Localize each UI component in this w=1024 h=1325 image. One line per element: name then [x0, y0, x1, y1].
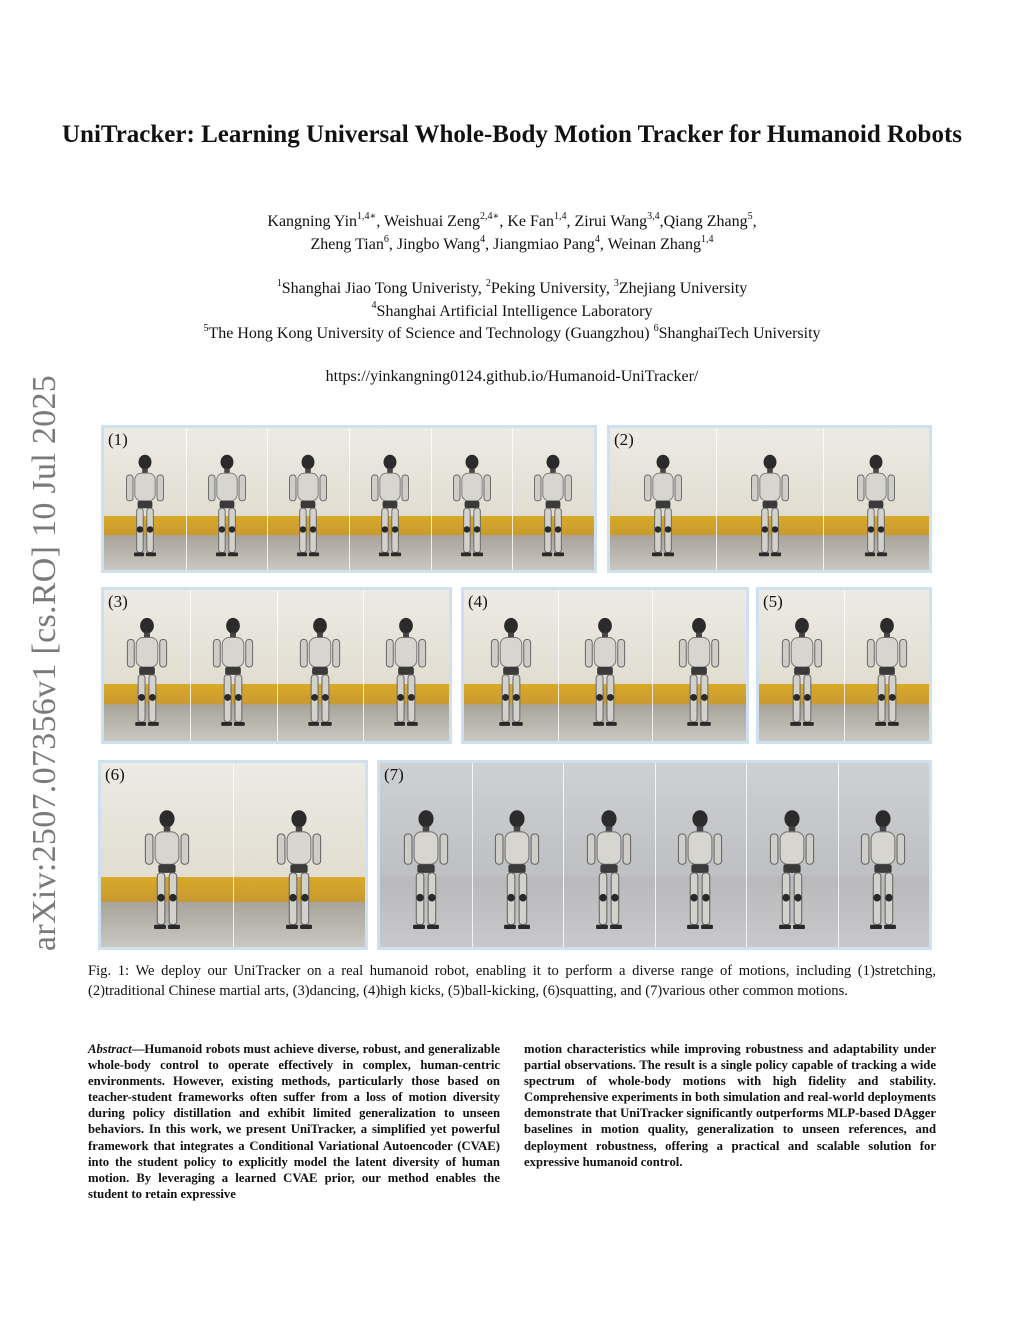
figure-panel-1 — [101, 425, 597, 573]
author: Weishuai Zeng$^{2,4∗}$ — [384, 210, 500, 230]
robot-figure — [281, 451, 335, 562]
robot-figure — [526, 451, 580, 562]
robot-figure — [856, 792, 910, 936]
project-url[interactable]: https://yinkangning0124.github.io/Humanoid-UniTracker/ — [325, 368, 699, 385]
figure-panel-7 — [377, 760, 932, 950]
robot-figure — [118, 451, 172, 562]
panel-label: (6) — [105, 765, 125, 784]
robot-figure — [484, 614, 538, 732]
robot-figure — [272, 792, 326, 936]
author-line-1: Kangning Yin$^{1,4∗}$, Weishuai Zeng$^{2,4∗}$, Ke Fan$^{1,4}$, Zirui Wang$^{3,4}$,Qiang Zhang$^5$, — [267, 210, 757, 230]
figure-panel-6 — [98, 760, 368, 950]
robot-figure — [379, 614, 433, 732]
robot-figure — [445, 451, 499, 562]
robot-figure — [860, 614, 914, 732]
panel-label: (7) — [384, 765, 404, 784]
author: Qiang Zhang$^5$ — [663, 210, 753, 230]
robot-figure — [363, 451, 417, 562]
affiliation-list — [60, 278, 964, 346]
author: Kangning Yin$^{1,4∗}$ — [267, 210, 377, 230]
robot-figure — [206, 614, 260, 732]
panel-label: (5) — [763, 592, 783, 611]
panel-label: (3) — [108, 592, 128, 611]
robot-figure — [200, 451, 254, 562]
author: Weinan Zhang$^{1,4}$ — [607, 233, 714, 253]
robot-figure — [120, 614, 174, 732]
robot-figure — [578, 614, 632, 732]
author-line-2: Zheng Tian$^6$, Jingbo Wang$^4$, Jiangmiao Pang$^4$, Weinan Zhang$^{1,4}$ — [310, 233, 714, 253]
author: Jingbo Wang$^4$ — [396, 233, 486, 253]
abstract-text-left: Humanoid robots must achieve diverse, robust, and generalizable whole-body control to operate effectively in complex, human-centric environments. However, existing methods, particularly those based on teacher-student frameworks often suffer from a loss of motion diversity during policy distillation and exhibit limited generalization to unseen behaviors. In this work, we present UniTracker, a simplified yet powerful framework that integrates a Conditional Variational Autoencoder (CVAE) into the student policy to explicitly model the latent diversity of human motion. By leveraging a learned CVAE prior, our method enables the student to retain expressive — [88, 1042, 500, 1201]
robot-figure — [636, 451, 690, 562]
figure-panel-4 — [461, 587, 749, 744]
robot-figure — [765, 792, 819, 936]
figure-panel-2 — [607, 425, 932, 573]
affiliation-line-1: $^1$Shanghai Jiao Tong Univeristy, $^2$Peking University, $^3$Zhejiang University — [276, 277, 748, 297]
robot-figure — [672, 614, 726, 732]
figure-caption: Fig. 1: We deploy our UniTracker on a real humanoid robot, enabling it to perform a diverse range of motions, including (1)stretching, (2)traditional Chinese martial arts, (3)dancing, (4)high kicks, (5)ball-kicking, (6)squatting, and (7)various other common motions. — [88, 963, 936, 999]
robot-figure — [849, 451, 903, 562]
affiliation-line-3: $^5$The Hong Kong University of Science and Technology (Guangzhou) $^6$ShanghaiTech University — [203, 322, 821, 342]
paper-title: UniTracker: Learning Universal Whole-Body Motion Tracker for Humanoid Robots — [61, 121, 962, 148]
panel-label: (1) — [108, 430, 128, 449]
author: Ke Fan$^{1,4}$ — [507, 210, 567, 230]
robot-figure — [399, 792, 453, 936]
robot-figure — [490, 792, 544, 936]
author-list — [60, 210, 964, 256]
panel-label: (4) — [468, 592, 488, 611]
author: Zirui Wang$^{3,4}$ — [574, 210, 660, 230]
panel-label: (2) — [614, 430, 634, 449]
arxiv-sidebar — [22, 374, 68, 952]
figure-panel-3 — [101, 587, 452, 744]
author: Zheng Tian$^6$ — [310, 233, 389, 253]
robot-figure — [743, 451, 797, 562]
affiliation-line-2: $^4$Shanghai Artificial Intelligence Laboratory — [371, 300, 653, 320]
author: Jiangmiao Pang$^4$ — [493, 233, 600, 253]
robot-figure — [582, 792, 636, 936]
abstract-left-column: Abstract—Humanoid robots must achieve diverse, robust, and generalizable whole-body control to operate effectively in complex, human-centric environments. However, existing methods, particularly those based on teacher-student frameworks often suffer from a loss of motion diversity during policy distillation and exhibit limited generalization to unseen behaviors. In this work, we present UniTracker, a simplified yet powerful framework that integrates a Conditional Variational Autoencoder (CVAE) into the student policy to explicitly model the latent diversity of human motion. By leveraging a learned CVAE prior, our method enables the student to retain expressive — [88, 1042, 500, 1201]
robot-figure — [293, 614, 347, 732]
robot-figure — [673, 792, 727, 936]
robot-figure — [140, 792, 194, 936]
abstract-label: Abstract — [88, 1042, 132, 1056]
figure-panel-5 — [756, 587, 932, 744]
robot-figure — [775, 614, 829, 732]
arxiv-identifier: arXiv:2507.07356v1 [cs.RO] 10 Jul 2025 — [26, 374, 63, 952]
abstract-right-column: motion characteristics while improving robustness and adaptability under partial observations. The result is a single policy capable of tracking a wide spectrum of whole-body motions with high fidelity and stability. Comprehensive experiments in both simulation and real-world deployments demonstrate that UniTracker significantly outperforms MLP-based DAgger baselines in motion quality, generalization to unseen references, and deployment robustness, offering a practical and scalable solution for expressive humanoid control. — [524, 1042, 936, 1169]
